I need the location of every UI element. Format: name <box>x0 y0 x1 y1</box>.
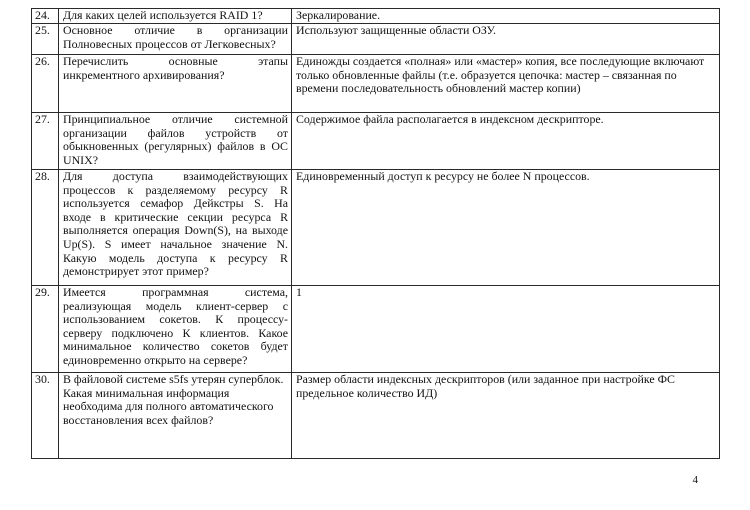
row-number: 26. <box>32 55 59 113</box>
row-number: 29. <box>32 286 59 373</box>
table-row <box>32 170 720 286</box>
question-cell: В файловой системе s5fs утерян суперблок. Какая минимальная информация необходима для полного автоматического восстановления всех файлов? <box>59 373 292 459</box>
answer-cell: Содержимое файла располагается в индексном дескрипторе. <box>292 113 720 170</box>
table-row <box>32 286 720 373</box>
row-number: 24. <box>32 9 59 24</box>
row-number: 25. <box>32 24 59 55</box>
question-cell: Принципиальное отличие системной организации файлов устройств от обыкновенных (регулярных) файлов в ОС UNIX? <box>59 113 292 170</box>
table-row <box>32 55 720 113</box>
table-row <box>32 373 720 459</box>
answer-cell: Используют защищенные области ОЗУ. <box>292 24 720 55</box>
answer-cell: Единожды создается «полная» или «мастер» копия, все последующие включают только обновленные файлы (т.е. образуется цепочка: мастер – связанная по времени последовательность обновлений мастер копии) <box>292 55 720 113</box>
table-row <box>32 24 720 55</box>
row-number: 28. <box>32 170 59 286</box>
question-cell: Для каких целей используется RAID 1? <box>59 9 292 24</box>
answer-cell: Единовременный доступ к ресурсу не более N процессов. <box>292 170 720 286</box>
row-number: 27. <box>32 113 59 170</box>
question-cell: Для доступа взаимодействующих процессов к разделяемому ресурсу R используется семафор Дейкстры S. На входе в критические секции ресурса R выполняется операция Down(S), на выходе Up(S). S имеет начальное значение N. Какую модель доступа к ресурсу R демонстрирует этот пример? <box>59 170 292 286</box>
page-number: 4 <box>692 474 698 486</box>
answer-cell: 1 <box>292 286 720 373</box>
row-number: 30. <box>32 373 59 459</box>
qa-table <box>31 8 720 459</box>
answer-cell: Размер области индексных дескрипторов (или заданное при настройке ФС предельное количество ИД) <box>292 373 720 459</box>
question-cell: Имеется программная система, реализующая модель клиент-сервер с использованием сокетов. К процессу-серверу подключено К клиентов. Какое минимальное количество сокетов будет единовременно открыто на сервере? <box>59 286 292 373</box>
table-row <box>32 9 720 24</box>
table-row <box>32 113 720 170</box>
question-cell: Основное отличие в организации Полновесных процессов от Легковесных? <box>59 24 292 55</box>
answer-cell: Зеркалирование. <box>292 9 720 24</box>
question-cell: Перечислить основные этапы инкрементного архивирования? <box>59 55 292 113</box>
